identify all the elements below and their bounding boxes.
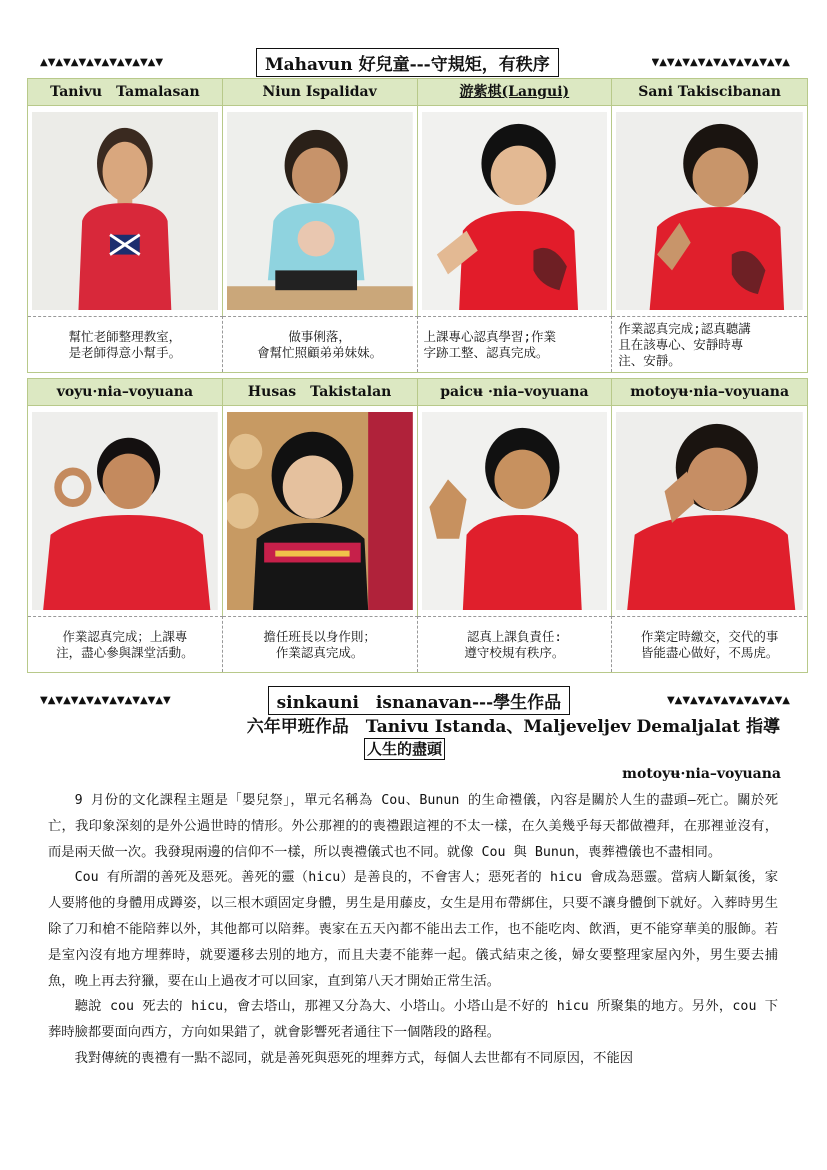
- banner-decoration-left: ▼▲▼▲▼▲▼▲▼▲▼▲▼▲▼▲▼: [40, 695, 171, 706]
- student-name: Niun Ispalidav: [223, 79, 418, 106]
- student-photo-cell: [418, 106, 613, 316]
- essay-paragraph: 聽說 cou 死去的 hicu，會去塔山，那裡又分為大、小塔山。小塔山是不好的 hicu 所聚集的地方。另外，cou 下葬時臉都要面向西方，方向如果錯了，就會影響死者通往下一個階段的路程。: [48, 999, 778, 1041]
- essay-title: 人生的盡頭: [364, 738, 445, 760]
- student-name: Sani Takiscibanan: [612, 79, 807, 106]
- section-banner-student-works: [40, 686, 790, 715]
- student-photo: [422, 412, 608, 610]
- student-photo-cell: [612, 406, 807, 616]
- student-caption: 作業定時繳交，交代的事 皆能盡心做好，不馬虎。: [612, 616, 807, 672]
- student-caption: 做事俐落， 會幫忙照顧弟弟妹妹。: [223, 316, 418, 372]
- essay-paragraph: Cou 有所謂的善死及惡死。善死的靈（hicu）是善良的，不會害人；惡死者的 hicu 會成為惡靈。當病人斷氣後，家人要將他的身體用成蹲姿，以三根木頭固定身體，男生是用藤皮，女生是用布帶綁住，只要不讓身體倒下就好。入葬時男生除了刀和槍不能陪葬以外，其他都可以陪葬。喪家在五天內都不能出去工作，也不能吃肉、飲酒，更不能穿華美的服飾。若是室內沒有地方埋葬時，就要遷移去別的地方，而且夫妻不能葬一起。儀式結束之後，婦女要整理家屋內外，男生要去捕魚，晚上再去狩獵，要在山上過夜才可以回家，直到第八天才開始正常生活。: [48, 870, 778, 989]
- student-caption: 認真上課負責任: 遵守校規有秩序。: [418, 616, 613, 672]
- student-photo-cell: [418, 406, 613, 616]
- banner-title-top: Mahavun 好兒童---守規矩，有秩序: [256, 48, 559, 77]
- class-subtitle: 六年甲班作品 Tanivu Istanda、Maljeveljev Demaljalat 指導: [246, 717, 780, 737]
- student-name: 游紫棋(Langui): [418, 79, 613, 106]
- student-photo-cell: [223, 106, 418, 316]
- banner-title-student-works: sinkauni isnanavan---學生作品: [268, 686, 571, 715]
- student-photo-cell: [223, 406, 418, 616]
- student-photo: [422, 112, 608, 310]
- student-caption: 作業認真完成；上課專 注，盡心參與課堂活動。: [28, 616, 223, 672]
- student-grid-2: [27, 378, 808, 673]
- banner-decoration-left: ▲▼▲▼▲▼▲▼▲▼▲▼▲▼▲▼: [40, 57, 164, 68]
- essay-paragraph: 我對傳統的喪禮有一點不認同，就是善死與惡死的埋葬方式，每個人去世都有不同原因，不能因: [74, 1050, 634, 1066]
- student-name: Tanivu Tamalasan: [28, 79, 223, 106]
- banner-decoration-right: ▼▲▼▲▼▲▼▲▼▲▼▲▼▲▼▲▼▲: [651, 57, 790, 68]
- student-photo-cell: [28, 406, 223, 616]
- essay-body: [48, 788, 778, 1072]
- student-photo: [227, 412, 413, 610]
- student-caption: 上課專心認真學習;作業 字跡工整、認真完成。: [418, 316, 613, 372]
- student-name: voyu·nia–voyuana: [28, 379, 223, 406]
- student-caption: 作業認真完成;認真聽講 且在該專心、安靜時專 注、安靜。: [612, 316, 807, 372]
- essay-author: motoyʉ·nia–voyuana: [622, 766, 781, 782]
- student-name: motoyʉ·nia–voyuana: [612, 379, 807, 406]
- student-photo-cell: [28, 106, 223, 316]
- student-photo: [616, 112, 803, 310]
- student-photo: [616, 412, 803, 610]
- student-caption: 幫忙老師整理教室， 是老師得意小幫手。: [28, 316, 223, 372]
- section-banner-top: [40, 48, 790, 77]
- student-photo: [32, 112, 218, 310]
- student-photo: [227, 112, 413, 310]
- student-name: paicʉ ·nia–voyuana: [418, 379, 613, 406]
- student-caption: 擔任班長以身作則； 作業認真完成。: [223, 616, 418, 672]
- student-photo: [32, 412, 218, 610]
- essay-paragraph: 9 月份的文化課程主題是「嬰兒祭」，單元名稱為 Cou、Bunun 的生命禮儀，內容是關於人生的盡頭—死亡。關於死亡，我印象深刻的是外公過世時的情形。外公那裡的的喪禮跟這裡的不太一樣，在久美幾乎每天都做禮拜，在那裡並沒有，而是兩天做一次。我發現兩邊的信仰不一樣，所以喪禮儀式也不同。就像 Cou 與 Bunun，喪葬禮儀也不盡相同。: [48, 793, 778, 860]
- student-photo-cell: [612, 106, 807, 316]
- banner-decoration-right: ▼▲▼▲▼▲▼▲▼▲▼▲▼▲▼▲: [666, 695, 790, 706]
- student-name: Husas Takistalan: [223, 379, 418, 406]
- student-grid-1: [27, 78, 808, 373]
